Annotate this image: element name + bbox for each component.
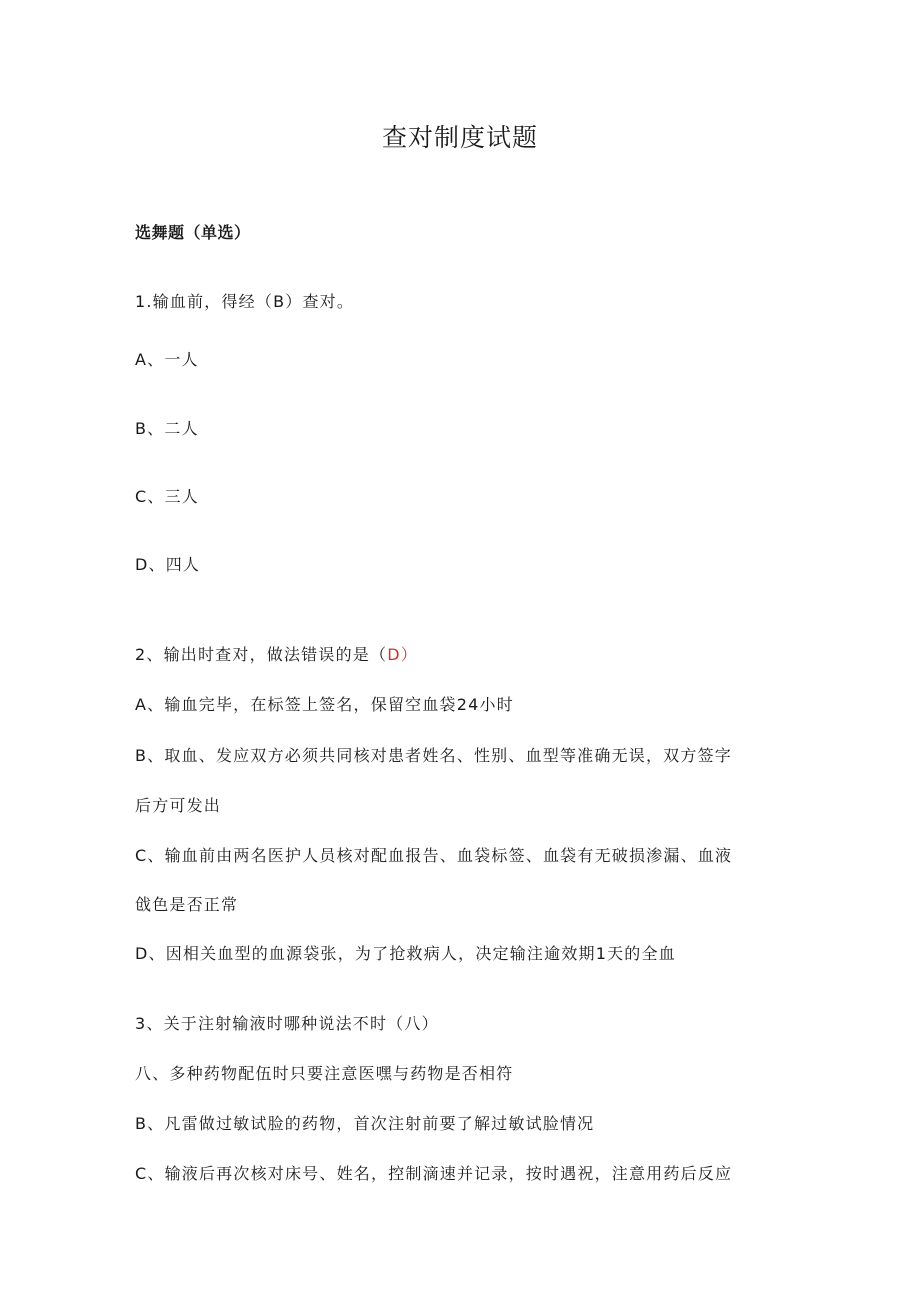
q2-option-c-continued: 戗色是否正常 (135, 895, 239, 914)
question-3-stem: 3、关于注射输液时哪种说法不时（八） (135, 1014, 439, 1033)
q2-option-b-continued: 后方可发出 (135, 796, 222, 815)
q1-option-b: B、二人 (135, 419, 199, 438)
section-heading: 选舞题（单选） (135, 223, 251, 242)
q1-stem-before: 1.输血前，得经（ (135, 292, 274, 311)
q1-stem-after: ）查对。 (285, 292, 355, 311)
q2-stem-after: ） (400, 645, 418, 664)
q2-option-d: D、因相关血型的血源袋张，为了抢救病人，决定输注逾效期1天的全血 (135, 944, 676, 963)
q3-option-c: C、输液后再次核对床号、姓名，控制滴速并记录，按时遇祝，注意用药后反应 (135, 1164, 733, 1183)
q2-option-a: A、输血完毕，在标签上签名，保留空血袋24小时 (135, 695, 514, 714)
question-1-stem (135, 289, 354, 312)
question-2-stem (135, 642, 418, 665)
q2-option-b: B、取血、发应双方必须共同核对患者姓名、性别、血型等准确无误，双方签字 (135, 746, 732, 765)
q1-option-a: A、一人 (135, 350, 199, 369)
q2-answer: D (387, 645, 401, 664)
page-title: 查对制度试题 (381, 123, 538, 152)
q2-option-c: C、输血前由两名医护人员核对配血报告、血袋标签、血袋有无破损渗漏、血液 (135, 846, 733, 865)
q1-option-d: D、四人 (135, 555, 201, 574)
q2-stem-before: 2、输出时查对，做法错误的是（ (135, 645, 388, 664)
q1-option-c: C、三人 (135, 487, 199, 506)
q1-answer: B (273, 292, 286, 311)
q3-option-a: 八、多种药物配伍时只要注意医嘿与药物是否相符 (135, 1064, 514, 1083)
q3-option-b: B、凡雷做过敏试脸的药物，首次注射前要了解过敏试脸情况 (135, 1114, 595, 1133)
